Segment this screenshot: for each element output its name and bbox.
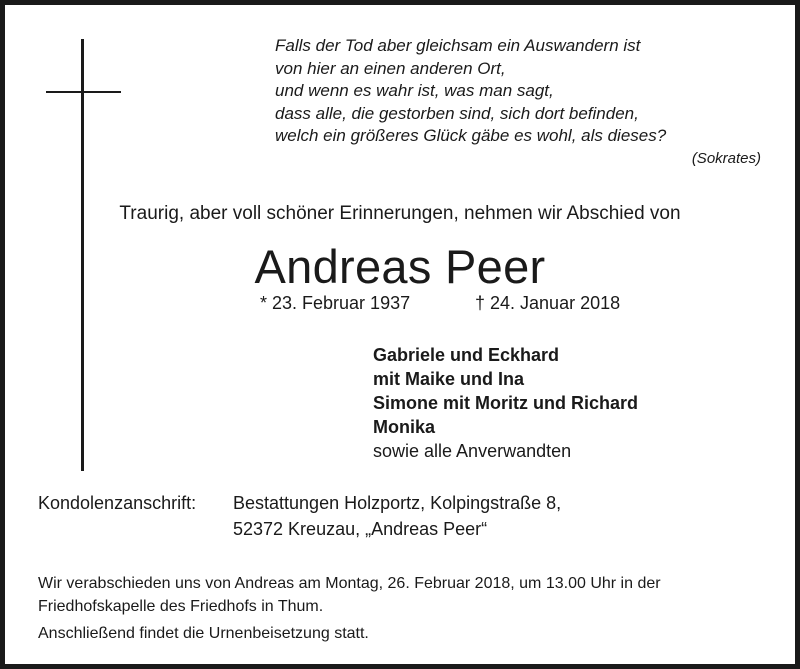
condolence-label: Kondolenzanschrift: (38, 493, 197, 513)
relatives-line: sowie alle Anverwandten (373, 441, 572, 461)
quote-block (275, 35, 666, 148)
cross-horizontal-beam (46, 91, 121, 93)
deceased-name: Andreas Peer (254, 240, 546, 293)
mourner-entry: mit Maike und Ina (373, 369, 525, 389)
condolence-address-line1: Bestattungen Holzportz, Kolpingstraße 8, (233, 493, 562, 513)
service-line: Wir verabschieden uns von Andreas am Montag, 26. Februar 2018, um 13.00 Uhr in der (38, 575, 661, 592)
farewell-intro: Traurig, aber voll schöner Erinnerungen, nehmen wir Abschied von (119, 203, 681, 224)
mourner-entry: Monika (373, 417, 436, 437)
quote-line: welch ein größeres Glück gäbe es wohl, als dieses? (275, 126, 667, 145)
burial-info: Anschließend findet die Urnenbeisetzung statt. (38, 625, 369, 642)
quote-source: (Sokrates) (691, 150, 761, 167)
birth-date: * 23. Februar 1937 (260, 293, 411, 313)
quote-line: von hier an einen anderen Ort, (275, 58, 506, 78)
death-date: † 24. Januar 2018 (475, 293, 621, 313)
mourner-entry: Gabriele und Eckhard (373, 345, 560, 365)
mourners-list (373, 343, 638, 463)
quote-line: dass alle, die gestorben sind, sich dort befinden, (275, 103, 639, 123)
service-info (38, 572, 661, 618)
quote-line: Falls der Tod aber gleichsam ein Auswandern ist (275, 36, 641, 55)
service-line: Friedhofskapelle des Friedhofs in Thum. (38, 598, 324, 615)
quote-line: und wenn es wahr ist, was man sagt, (275, 81, 554, 100)
mourner-entry: Simone mit Moritz und Richard (373, 393, 639, 413)
condolence-address-line2: 52372 Kreuzau, „Andreas Peer“ (233, 519, 488, 539)
